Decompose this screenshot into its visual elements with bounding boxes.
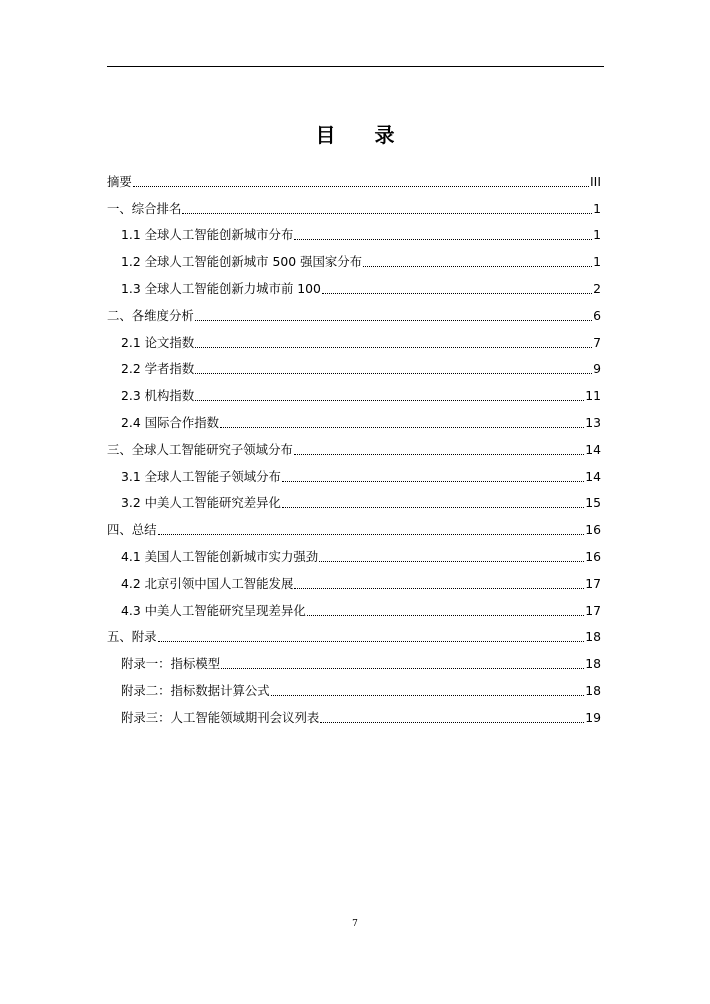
toc-entry-page-number: 15: [585, 495, 601, 511]
toc-dot-leader: [282, 481, 584, 482]
toc-entry-page-number: 13: [585, 414, 601, 430]
toc-entry-label: 2.3 机构指数: [121, 388, 195, 404]
header-rule: [107, 66, 604, 67]
toc-entry[interactable]: [107, 325, 601, 352]
toc-entry-label: 4.3 中美人工智能研究呈现差异化: [121, 602, 306, 618]
toc-entry-page-number: 2: [593, 280, 601, 296]
toc-entry[interactable]: [107, 378, 601, 405]
toc-dot-leader: [220, 427, 584, 428]
toc-entry[interactable]: [107, 191, 601, 218]
toc-entry-label: 二、各维度分析: [107, 307, 194, 323]
toc-entry-label: 一、综合排名: [107, 200, 182, 216]
toc-entry[interactable]: [107, 405, 601, 432]
toc-entry-page-number: 17: [585, 575, 601, 591]
toc-dot-leader: [320, 722, 584, 723]
toc-entry[interactable]: [107, 646, 601, 673]
toc-entry-label: 三、全球人工智能研究子领域分布: [107, 441, 293, 457]
toc-dot-leader: [195, 320, 592, 321]
toc-entry[interactable]: [107, 620, 601, 647]
toc-dot-leader: [221, 668, 584, 669]
toc-title: 目 录: [315, 123, 411, 147]
toc-entry[interactable]: [107, 512, 601, 539]
toc-dot-leader: [195, 347, 592, 348]
toc-entry-page-number: 18: [585, 656, 601, 672]
toc-entry-label: 1.2 全球人工智能创新城市 500 强国家分布: [121, 254, 363, 270]
toc-entry[interactable]: [107, 486, 601, 513]
toc-list: [107, 164, 601, 727]
toc-entry-page-number: 16: [585, 522, 601, 538]
toc-entry-label: 附录二：指标数据计算公式: [121, 682, 270, 698]
toc-entry-page-number: III: [590, 173, 601, 189]
toc-entry-label: 4.1 美国人工智能创新城市实力强劲: [121, 548, 319, 564]
toc-entry-page-number: 14: [585, 441, 601, 457]
toc-dot-leader: [294, 454, 584, 455]
toc-entry[interactable]: [107, 244, 601, 271]
toc-entry-label: 4.2 北京引领中国人工智能发展: [121, 575, 294, 591]
toc-entry[interactable]: [107, 700, 601, 727]
toc-entry-label: 1.3 全球人工智能创新力城市前 100: [121, 280, 321, 296]
toc-entry[interactable]: [107, 298, 601, 325]
toc-entry-label: 2.4 国际合作指数: [121, 414, 219, 430]
toc-entry-page-number: 6: [593, 307, 601, 323]
toc-entry[interactable]: [107, 459, 601, 486]
toc-entry-page-number: 7: [593, 334, 601, 350]
toc-entry-page-number: 1: [593, 200, 601, 216]
toc-entry-page-number: 19: [585, 709, 601, 725]
toc-entry[interactable]: [107, 432, 601, 459]
toc-entry[interactable]: [107, 218, 601, 245]
page-number: 7: [352, 919, 358, 929]
toc-dot-leader: [133, 186, 589, 187]
toc-dot-leader: [182, 213, 592, 214]
toc-entry-label: 四、总结: [107, 522, 157, 538]
toc-entry-label: 3.2 中美人工智能研究差异化: [121, 495, 281, 511]
toc-dot-leader: [307, 615, 584, 616]
toc-dot-leader: [271, 695, 585, 696]
toc-entry-page-number: 1: [593, 254, 601, 270]
toc-entry-label: 摘要: [107, 173, 132, 189]
toc-entry[interactable]: [107, 539, 601, 566]
toc-entry-page-number: 9: [593, 361, 601, 377]
toc-dot-leader: [158, 641, 585, 642]
toc-entry[interactable]: [107, 593, 601, 620]
toc-entry-label: 2.1 论文指数: [121, 334, 195, 350]
toc-entry-page-number: 18: [585, 682, 601, 698]
toc-entry-page-number: 17: [585, 602, 601, 618]
toc-dot-leader: [319, 561, 584, 562]
toc-entry-label: 五、附录: [107, 629, 157, 645]
toc-dot-leader: [294, 588, 584, 589]
toc-dot-leader: [195, 373, 592, 374]
toc-entry-page-number: 1: [593, 227, 601, 243]
toc-dot-leader: [195, 400, 584, 401]
toc-entry[interactable]: [107, 271, 601, 298]
toc-dot-leader: [322, 293, 592, 294]
toc-entry[interactable]: [107, 673, 601, 700]
toc-entry-page-number: 16: [585, 548, 601, 564]
toc-entry-label: 3.1 全球人工智能子领域分布: [121, 468, 281, 484]
toc-entry-label: 附录一：指标模型: [121, 656, 221, 672]
toc-entry-label: 附录三：人工智能领域期刊会议列表: [121, 709, 320, 725]
toc-dot-leader: [294, 239, 592, 240]
toc-dot-leader: [282, 507, 584, 508]
toc-dot-leader: [158, 534, 585, 535]
toc-dot-leader: [363, 266, 592, 267]
toc-entry-page-number: 18: [585, 629, 601, 645]
toc-entry-label: 2.2 学者指数: [121, 361, 195, 377]
toc-entry[interactable]: [107, 566, 601, 593]
toc-entry-page-number: 14: [585, 468, 601, 484]
toc-entry-page-number: 11: [585, 388, 601, 404]
toc-entry[interactable]: [107, 164, 601, 191]
toc-entry[interactable]: [107, 352, 601, 379]
toc-entry-label: 1.1 全球人工智能创新城市分布: [121, 227, 294, 243]
